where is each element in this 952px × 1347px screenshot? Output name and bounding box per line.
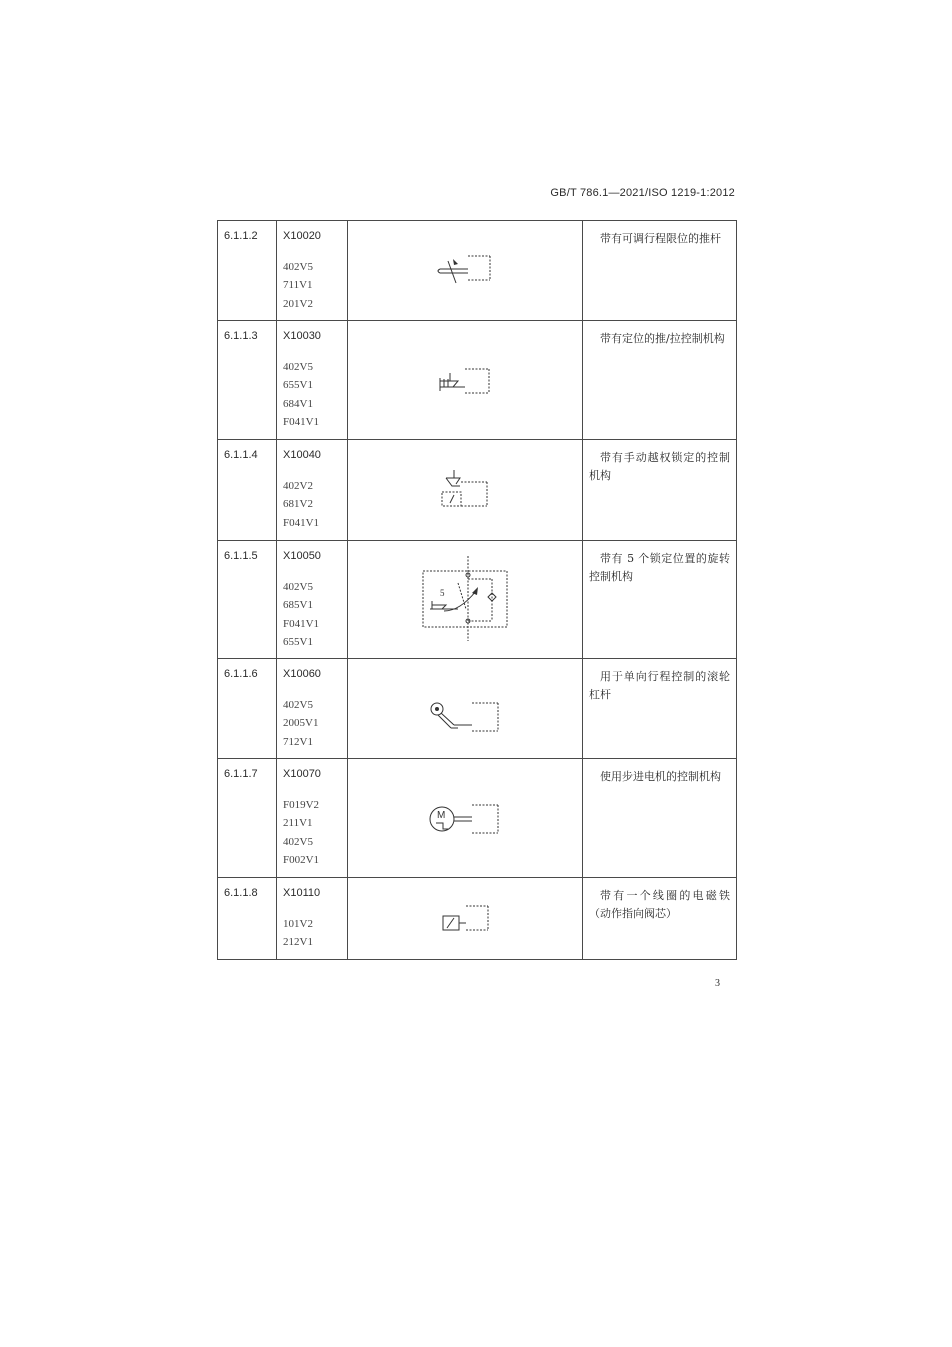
clause-number: 6.1.1.4 bbox=[224, 449, 258, 461]
ref-code: F002V1 bbox=[283, 853, 320, 866]
description-cell bbox=[583, 878, 737, 960]
symbol-cell bbox=[348, 221, 583, 321]
rotary-position-label: 5 bbox=[440, 588, 445, 598]
code-cell bbox=[277, 440, 348, 541]
ref-code: 212V1 bbox=[283, 936, 313, 949]
ref-code: 201V2 bbox=[283, 297, 313, 310]
code-cell bbox=[277, 759, 348, 878]
clause-number: 6.1.1.5 bbox=[224, 550, 258, 562]
clause-number: 6.1.1.6 bbox=[224, 668, 258, 680]
ref-code: F041V1 bbox=[283, 415, 320, 428]
ref-code: 655V1 bbox=[283, 635, 313, 648]
motor-label: M bbox=[437, 810, 446, 821]
ref-codes bbox=[277, 780, 347, 869]
clause-cell bbox=[218, 221, 277, 321]
clause-number: 6.1.1.7 bbox=[224, 768, 258, 780]
description: 带有可调行程限位的推杆 bbox=[600, 232, 721, 245]
description-cell bbox=[583, 659, 737, 759]
ref-code: F041V1 bbox=[283, 617, 320, 630]
standard-number: GB/T 786.1—2021/ISO 1219-1:2012 bbox=[550, 187, 735, 199]
table-row bbox=[218, 440, 737, 541]
symbol-table bbox=[217, 220, 737, 960]
symbol-cell bbox=[348, 659, 583, 759]
table-row bbox=[218, 759, 737, 878]
ref-code: 211V1 bbox=[283, 817, 313, 830]
clause-number: 6.1.1.3 bbox=[224, 330, 258, 342]
clause-number: 6.1.1.8 bbox=[224, 887, 258, 899]
ref-codes bbox=[277, 680, 347, 751]
table-row bbox=[218, 541, 737, 659]
symbol-code: X10020 bbox=[283, 230, 321, 242]
description: 带有一个线圈的电磁铁（动作指向阀芯） bbox=[589, 889, 730, 921]
table-row bbox=[218, 321, 737, 440]
ref-codes bbox=[277, 242, 347, 313]
description-cell bbox=[583, 221, 737, 321]
ref-code: 2005V1 bbox=[283, 717, 319, 730]
ref-codes bbox=[277, 461, 347, 532]
description: 使用步进电机的控制机构 bbox=[600, 770, 721, 783]
symbol-code: X10060 bbox=[283, 668, 321, 680]
ref-code: 681V2 bbox=[283, 498, 313, 511]
ref-code: 655V1 bbox=[283, 379, 313, 392]
ref-code: 402V5 bbox=[283, 699, 313, 711]
code-cell bbox=[277, 659, 348, 759]
symbol-code: X10070 bbox=[283, 768, 321, 780]
ref-codes bbox=[277, 899, 347, 952]
symbol-cell bbox=[348, 440, 583, 541]
page-number: 3 bbox=[715, 978, 720, 989]
ref-code: F041V1 bbox=[283, 516, 320, 529]
ref-code: F019V2 bbox=[283, 799, 320, 811]
description-cell bbox=[583, 321, 737, 440]
page-header bbox=[550, 187, 735, 199]
symbol-cell bbox=[348, 541, 583, 659]
description: 带有手动越权锁定的控制机构 bbox=[589, 451, 730, 483]
description: 带有定位的推/拉控制机构 bbox=[600, 332, 725, 345]
description-cell bbox=[583, 541, 737, 659]
code-cell bbox=[277, 221, 348, 321]
adjustable-stroke-pushrod-icon bbox=[348, 221, 583, 321]
description-cell bbox=[583, 440, 737, 541]
ref-code: 711V1 bbox=[283, 279, 313, 292]
clause-cell bbox=[218, 878, 277, 960]
clause-cell bbox=[218, 659, 277, 759]
symbol-code: X10110 bbox=[283, 887, 321, 899]
ref-code: 712V1 bbox=[283, 735, 313, 748]
clause-cell bbox=[218, 759, 277, 878]
stepper-motor-icon bbox=[348, 759, 583, 878]
ref-code: 402V5 bbox=[283, 581, 313, 593]
roller-lever-icon bbox=[348, 659, 583, 759]
five-position-rotary-icon bbox=[348, 541, 583, 659]
clause-number: 6.1.1.2 bbox=[224, 230, 258, 242]
clause-cell bbox=[218, 321, 277, 440]
solenoid-single-coil-icon bbox=[348, 878, 583, 960]
detent-push-pull-icon bbox=[348, 321, 583, 440]
ref-codes bbox=[277, 562, 347, 651]
symbol-code: X10040 bbox=[283, 449, 321, 461]
ref-code: 402V2 bbox=[283, 480, 313, 492]
clause-cell bbox=[218, 440, 277, 541]
clause-cell bbox=[218, 541, 277, 659]
symbol-cell bbox=[348, 878, 583, 960]
code-cell bbox=[277, 321, 348, 440]
ref-codes bbox=[277, 342, 347, 431]
table-row bbox=[218, 659, 737, 759]
ref-code: 402V5 bbox=[283, 835, 313, 848]
table-row bbox=[218, 878, 737, 960]
symbol-code: X10050 bbox=[283, 550, 321, 562]
table-row bbox=[218, 221, 737, 321]
symbol-code: X10030 bbox=[283, 330, 321, 342]
symbol-cell bbox=[348, 321, 583, 440]
manual-override-lock-icon bbox=[348, 440, 583, 541]
ref-code: 402V5 bbox=[283, 361, 313, 373]
ref-code: 402V5 bbox=[283, 261, 313, 273]
ref-code: 101V2 bbox=[283, 918, 313, 930]
description-cell bbox=[583, 759, 737, 878]
code-cell bbox=[277, 878, 348, 960]
code-cell bbox=[277, 541, 348, 659]
ref-code: 684V1 bbox=[283, 397, 313, 410]
ref-code: 685V1 bbox=[283, 599, 313, 612]
symbol-cell bbox=[348, 759, 583, 878]
description: 用于单向行程控制的滚轮杠杆 bbox=[589, 670, 730, 702]
description: 带有 5 个锁定位置的旋转控制机构 bbox=[589, 552, 730, 584]
